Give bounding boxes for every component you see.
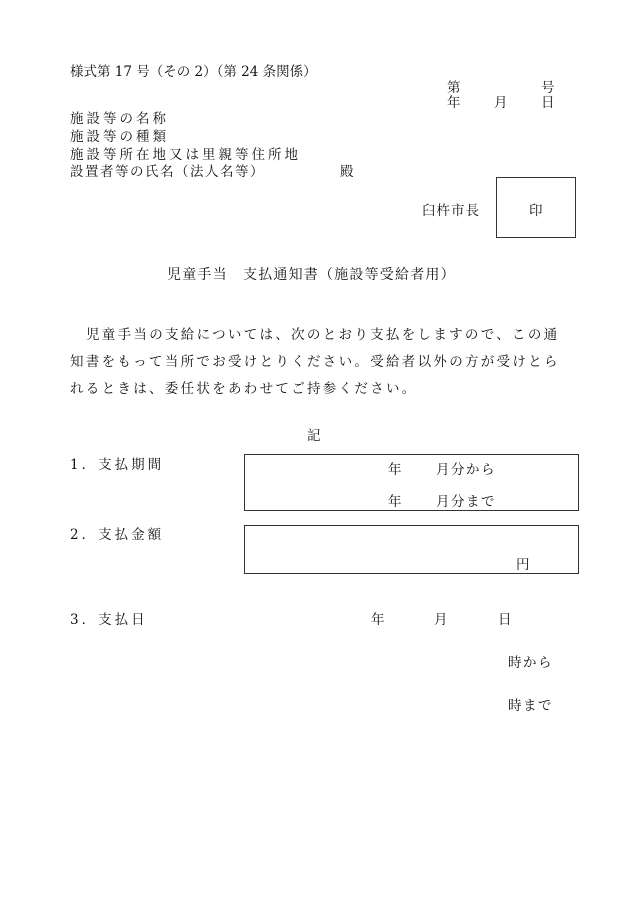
document-title: 児童手当 支払通知書（施設等受給者用） [167,267,456,283]
facility-address-label: 施設等所在地又は里親等住所地 [70,147,301,163]
period-to-year: 年 [388,494,402,510]
mayor-title: 臼杵市長 [422,203,480,219]
period-to-month: 月分まで [436,494,496,510]
honorific-dono: 殿 [340,164,354,180]
yen-unit: 円 [516,557,530,573]
doc-number-suffix: 号 [541,80,555,96]
facility-name-label: 施設等の名称 [70,111,169,127]
form-number: 様式第 17 号（その 2）（第 24 条関係） [70,64,317,80]
doc-number-prefix: 第 [447,80,461,96]
payment-time-to: 時まで [508,698,553,714]
period-from-month: 月分から [436,462,496,478]
seal-label: 印 [529,203,543,219]
payment-date-day: 日 [498,612,512,628]
date-day: 日 [541,95,555,111]
date-month: 月 [494,95,508,111]
payment-amount-label: 2．支払金額 [70,527,165,543]
payment-period-box [244,454,579,511]
payment-date-month: 月 [434,612,448,628]
payment-time-from: 時から [508,655,553,671]
body-paragraph: 児童手当の支給については、次のとおり支払をしますので、この通知書をもって当所でお受けとりください。受給者以外の方が受けとられるときは、委任状をあわせてご持参ください。 [70,327,560,397]
period-from-year: 年 [388,462,402,478]
founder-name-label: 設置者等の氏名（法人名等） [70,164,265,180]
payment-date-label: 3．支払日 [70,612,148,628]
payment-date-year: 年 [371,612,385,628]
facility-type-label: 施設等の種類 [70,129,169,145]
payment-period-label: 1．支払期間 [70,457,165,473]
date-year: 年 [447,95,461,111]
ki-heading: 記 [307,428,321,444]
